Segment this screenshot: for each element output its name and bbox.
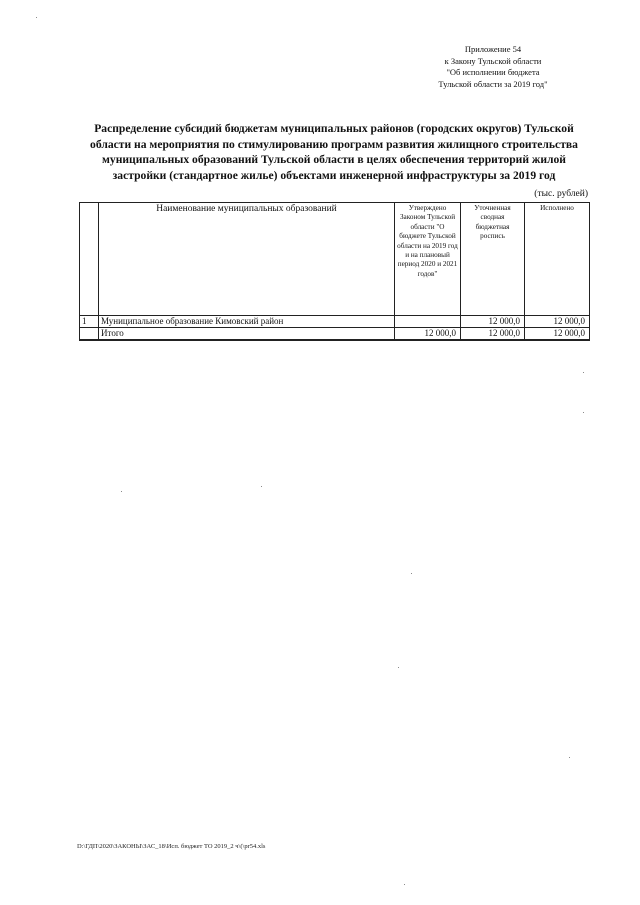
title-line: Распределение субсидий бюджетам муниципальных районов (городских округов) Тульской bbox=[94, 122, 574, 135]
scan-speck bbox=[261, 486, 262, 487]
header-approved: Утверждено Законом Тульской области "О бюджете Тульской области на 2019 год и на плановый период 2020 и 2021 годов" bbox=[395, 203, 461, 316]
appendix-line: Тульской области за 2019 год" bbox=[438, 78, 548, 89]
units-label: (тыс. рублей) bbox=[534, 189, 588, 199]
table-row bbox=[80, 316, 590, 328]
scan-speck bbox=[411, 573, 412, 574]
title-line: застройки (стандартное жилье) объектами инженерной инфраструктуры за 2019 год bbox=[112, 168, 556, 182]
file-path-footer: D:\ГДП\2020\ЗАКОНЫ\ЗАС_18\Исп. бюджет ТО 2019_2 ч\(\pr54.xls bbox=[77, 843, 266, 850]
scan-speck bbox=[398, 667, 399, 668]
total-number bbox=[80, 328, 99, 341]
appendix-line: "Об исполнении бюджета bbox=[446, 67, 540, 77]
row-municipality: Муниципальное образование Кимовский район bbox=[99, 316, 395, 328]
header-refined-budget: Уточненная сводная бюджетная роспись bbox=[461, 203, 525, 316]
scan-speck bbox=[404, 884, 405, 885]
table-header-row bbox=[80, 203, 590, 316]
total-row bbox=[80, 328, 590, 341]
header-municipality: Наименование муниципальных образований bbox=[99, 203, 395, 316]
appendix-line: к Закону Тульской области bbox=[444, 55, 542, 66]
total-label: Итого bbox=[99, 328, 395, 341]
row-executed: 12 000,0 bbox=[525, 316, 590, 328]
scan-speck bbox=[36, 17, 37, 18]
scan-speck bbox=[121, 491, 122, 492]
header-executed: Исполнено bbox=[525, 203, 590, 316]
row-refined: 12 000,0 bbox=[461, 316, 525, 328]
scan-speck bbox=[583, 372, 584, 373]
header-number bbox=[80, 203, 99, 316]
total-refined: 12 000,0 bbox=[461, 328, 525, 341]
document-title bbox=[60, 121, 608, 183]
appendix-reference bbox=[398, 44, 588, 90]
subsidy-table bbox=[79, 202, 590, 341]
appendix-line: Приложение 54 bbox=[464, 44, 522, 54]
row-number: 1 bbox=[80, 316, 99, 328]
row-approved bbox=[395, 316, 461, 328]
total-executed: 12 000,0 bbox=[525, 328, 590, 341]
title-line: области на мероприятия по стимулированию программ развития жилищного строительства bbox=[90, 137, 578, 151]
title-line: муниципальных образований Тульской области в целях обеспечения территорий жилой bbox=[102, 153, 566, 166]
scan-speck bbox=[569, 757, 570, 758]
total-approved: 12 000,0 bbox=[395, 328, 461, 341]
scan-speck bbox=[583, 412, 584, 413]
